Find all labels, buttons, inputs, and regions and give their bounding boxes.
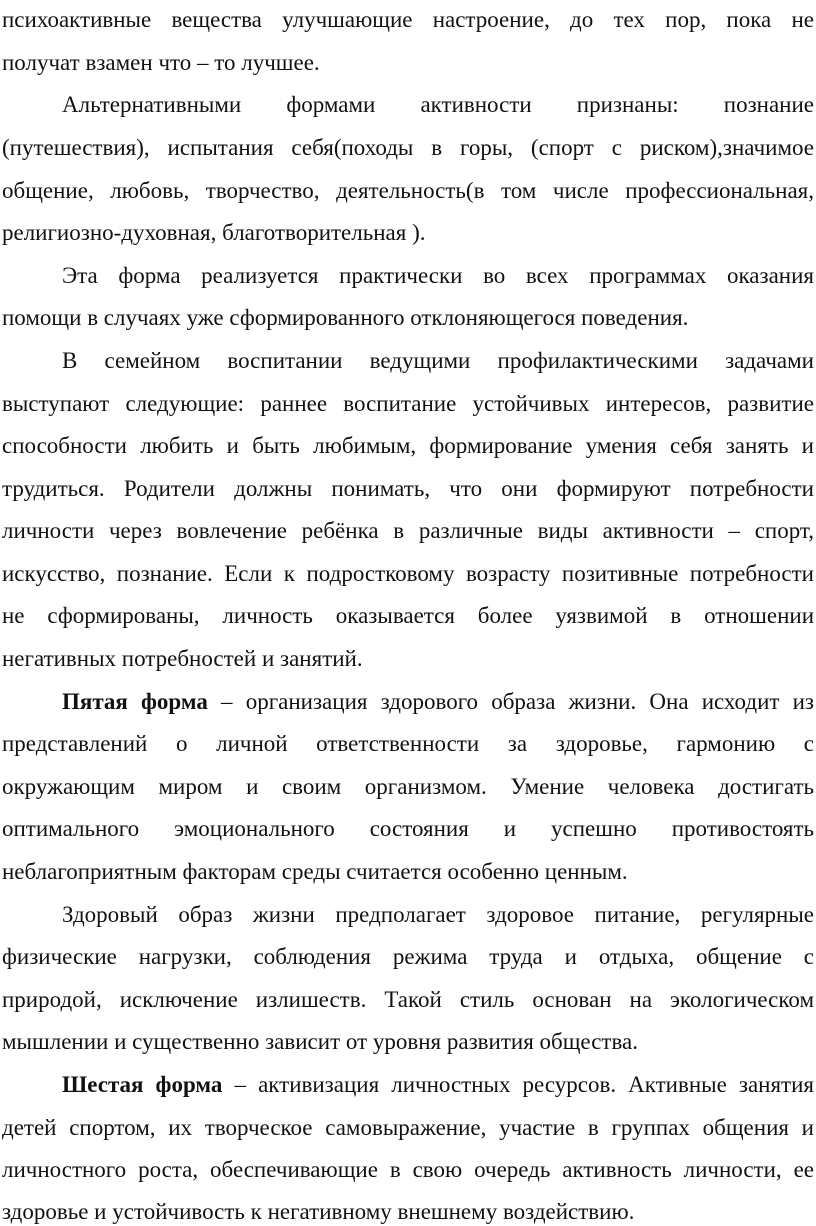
paragraph-line: религиозно-духовная, благотворительная ). bbox=[2, 220, 426, 245]
paragraph-line: помощи в случаях уже сформированного отклоняющегося поведения. bbox=[2, 305, 689, 330]
paragraph-line: оптимального эмоционального состояния и успешно противостоять bbox=[2, 816, 814, 841]
paragraph-line bbox=[62, 690, 814, 713]
paragraph-line: не сформированы, личность оказывается более уязвимой в отношении bbox=[2, 603, 814, 628]
paragraph-line: В семейном воспитании ведущими профилактическими задачами bbox=[62, 348, 814, 373]
paragraph-line: выступают следующие: раннее воспитание устойчивых интересов, развитие bbox=[2, 391, 814, 416]
paragraph-line: психоактивные вещества улучшающие настроение, до тех пор, пока не bbox=[2, 7, 814, 32]
paragraph-line: искусство, познание. Если к подростковому возрасту позитивные потребности bbox=[2, 561, 814, 586]
paragraph-line: детей спортом, их творческое самовыражение, участие в группах общения и bbox=[2, 1115, 814, 1140]
paragraph-line: представлений о личной ответственности за здоровье, гармонию с bbox=[2, 731, 814, 756]
paragraph-line: физические нагрузки, соблюдения режима труда и отдыха, общение с bbox=[2, 944, 814, 969]
paragraph-text: – организация здорового образа жизни. Она исходит из bbox=[207, 689, 814, 714]
paragraph-line: мышлении и существенно зависит от уровня развития общества. bbox=[2, 1029, 638, 1054]
paragraph-line: способности любить и быть любимым, формирование умения себя занять и bbox=[2, 433, 814, 458]
paragraph-line: неблагоприятным факторам среды считается особенно ценным. bbox=[2, 859, 628, 884]
paragraph-line: общение, любовь, творчество, деятельность(в том числе профессиональная, bbox=[2, 178, 814, 203]
paragraph-line: Здоровый образ жизни предполагает здоровое питание, регулярные bbox=[62, 902, 814, 927]
bold-term: Пятая форма bbox=[62, 689, 208, 714]
paragraph-line: трудиться. Родители должны понимать, что они формируют потребности bbox=[2, 476, 814, 501]
paragraph-line: Альтернативными формами активности признаны: познание bbox=[62, 92, 814, 117]
paragraph-line bbox=[62, 1073, 814, 1096]
paragraph-line: природой, исключение излишеств. Такой стиль основан на экологическом bbox=[2, 987, 814, 1012]
paragraph-line: личностного роста, обеспечивающие в свою очередь активность личности, ее bbox=[2, 1157, 814, 1182]
bold-term: Шестая форма bbox=[62, 1072, 223, 1097]
paragraph-line: получат взамен что – то лучшее. bbox=[2, 50, 320, 75]
paragraph-line: Эта форма реализуется практически во всех программах оказания bbox=[62, 263, 814, 288]
paragraph-line: (путешествия), испытания себя(походы в горы, (спорт с риском),значимое bbox=[2, 135, 814, 160]
paragraph-line: окружающим миром и своим организмом. Умение человека достигать bbox=[2, 774, 814, 799]
paragraph-line: личности через вовлечение ребёнка в различные виды активности – спорт, bbox=[2, 518, 814, 543]
paragraph-line: негативных потребностей и занятий. bbox=[2, 646, 363, 671]
paragraph-line: здоровье и устойчивость к негативному внешнему воздействию. bbox=[2, 1199, 635, 1224]
paragraph-text: – активизация личностных ресурсов. Активные занятия bbox=[222, 1072, 815, 1097]
